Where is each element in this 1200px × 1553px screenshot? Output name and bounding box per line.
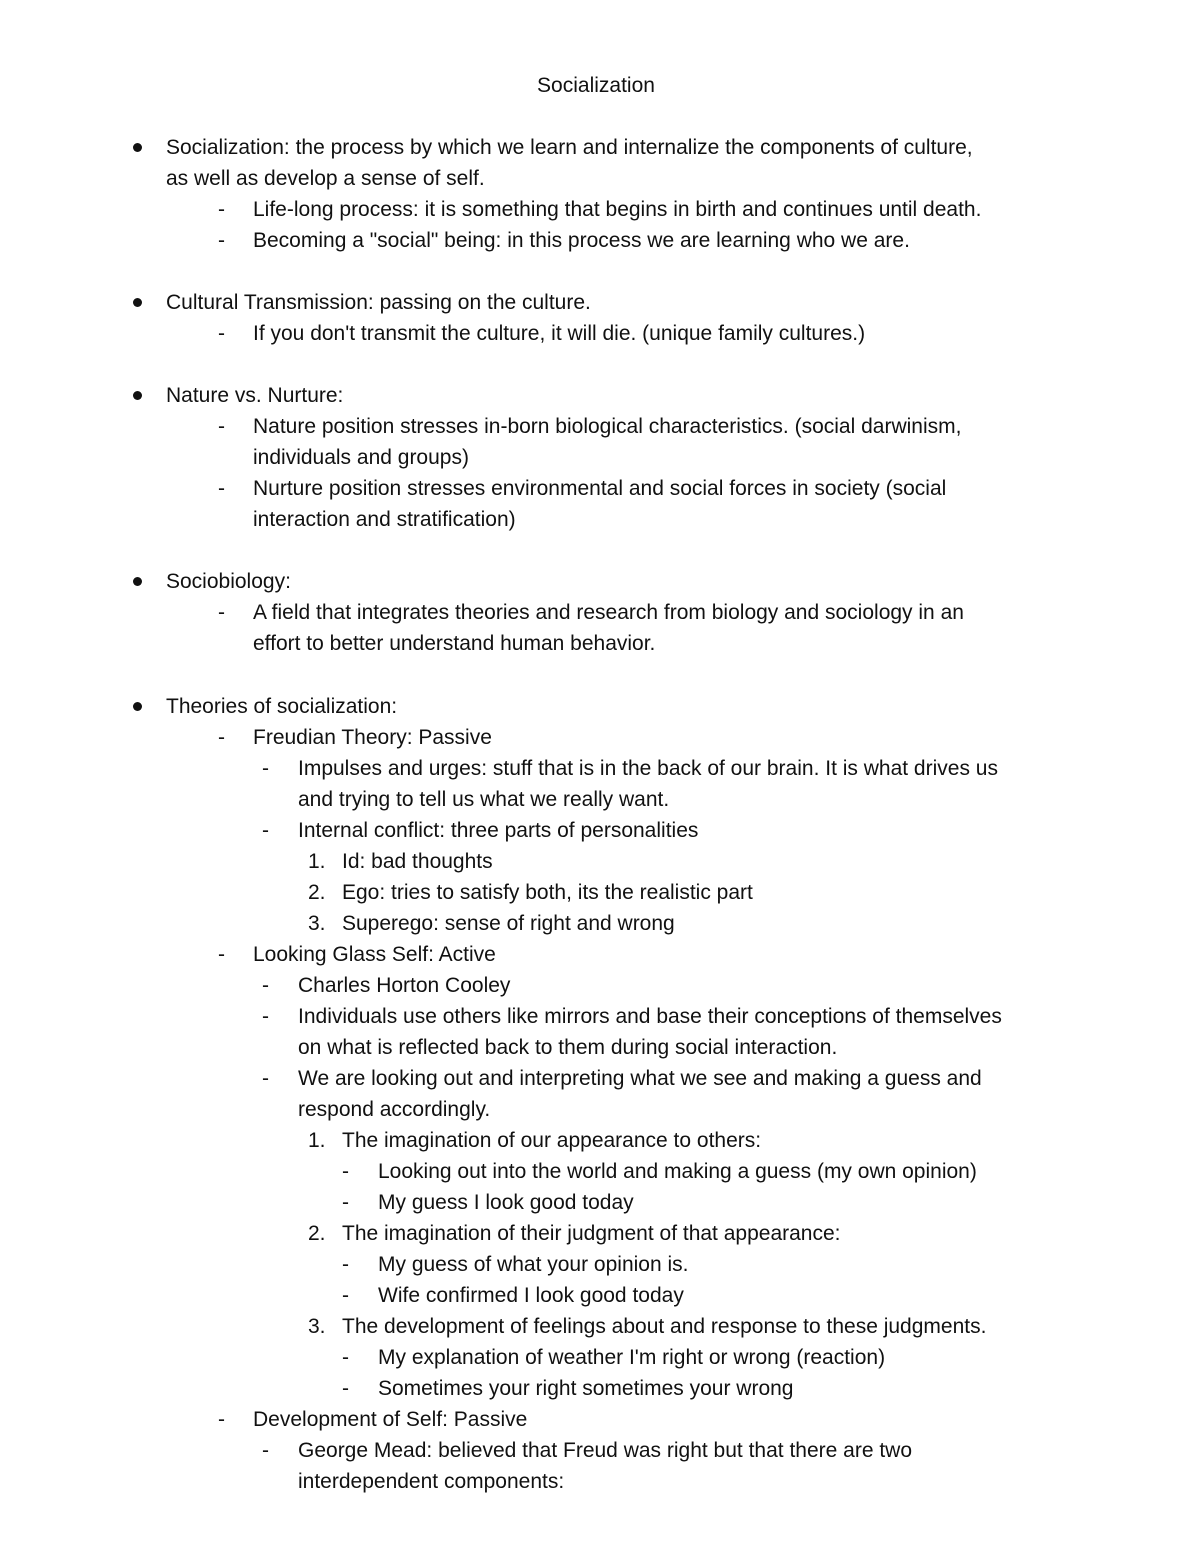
dash-marker: - bbox=[262, 819, 269, 842]
dash-marker: - bbox=[218, 415, 225, 438]
list-item-continuation: interaction and stratification) bbox=[253, 508, 516, 531]
list-item: Charles Horton Cooley bbox=[298, 974, 511, 997]
list-number: 2. bbox=[308, 881, 326, 904]
dash-marker: - bbox=[218, 943, 225, 966]
dash-marker: - bbox=[218, 322, 225, 345]
section-heading: Sociobiology: bbox=[166, 570, 291, 593]
section-heading: Nature vs. Nurture: bbox=[166, 384, 344, 407]
list-item: Internal conflict: three parts of personalities bbox=[298, 819, 699, 842]
list-item: George Mead: believed that Freud was right but that there are two bbox=[298, 1439, 913, 1462]
list-number: 3. bbox=[308, 1315, 326, 1338]
bullet-icon bbox=[133, 143, 142, 152]
list-item-continuation: individuals and groups) bbox=[253, 446, 469, 469]
dash-marker: - bbox=[342, 1253, 349, 1276]
dash-marker: - bbox=[262, 974, 269, 997]
dash-marker: - bbox=[218, 198, 225, 221]
sub-item: My guess of what your opinion is. bbox=[378, 1253, 689, 1276]
numbered-item: Ego: tries to satisfy both, its the realistic part bbox=[342, 881, 753, 904]
dash-marker: - bbox=[218, 1408, 225, 1431]
section-heading: Theories of socialization: bbox=[166, 695, 398, 718]
sub-item: Wife confirmed I look good today bbox=[378, 1284, 684, 1307]
list-item-continuation: on what is reflected back to them during social interaction. bbox=[298, 1036, 838, 1059]
dash-marker: - bbox=[218, 601, 225, 624]
dash-marker: - bbox=[342, 1346, 349, 1369]
list-item: If you don't transmit the culture, it will die. (unique family cultures.) bbox=[253, 322, 866, 345]
dash-marker: - bbox=[342, 1191, 349, 1214]
list-item: Becoming a "social" being: in this process we are learning who we are. bbox=[253, 229, 910, 252]
bullet-icon bbox=[133, 702, 142, 711]
dash-marker: - bbox=[218, 229, 225, 252]
numbered-item: The imagination of their judgment of that appearance: bbox=[342, 1222, 841, 1245]
dash-marker: - bbox=[218, 477, 225, 500]
list-number: 3. bbox=[308, 912, 326, 935]
dash-marker: - bbox=[262, 1067, 269, 1090]
numbered-item: The imagination of our appearance to others: bbox=[342, 1129, 762, 1152]
theory-heading: Freudian Theory: Passive bbox=[253, 726, 492, 749]
numbered-item: Id: bad thoughts bbox=[342, 850, 493, 873]
list-item-continuation: effort to better understand human behavior. bbox=[253, 632, 656, 655]
list-number: 2. bbox=[308, 1222, 326, 1245]
dash-marker: - bbox=[342, 1160, 349, 1183]
section-heading: Cultural Transmission: passing on the culture. bbox=[166, 291, 591, 314]
list-item: A field that integrates theories and research from biology and sociology in an bbox=[253, 601, 964, 624]
dash-marker: - bbox=[342, 1284, 349, 1307]
list-item: Life-long process: it is something that begins in birth and continues until death. bbox=[253, 198, 982, 221]
list-item: Impulses and urges: stuff that is in the back of our brain. It is what drives us bbox=[298, 757, 998, 780]
list-number: 1. bbox=[308, 850, 326, 873]
list-item: Individuals use others like mirrors and base their conceptions of themselves bbox=[298, 1005, 1002, 1028]
list-item: Nurture position stresses environmental and social forces in society (social bbox=[253, 477, 947, 500]
sub-item: My guess I look good today bbox=[378, 1191, 634, 1214]
theory-heading: Development of Self: Passive bbox=[253, 1408, 528, 1431]
dash-marker: - bbox=[218, 726, 225, 749]
section-heading-continuation: as well as develop a sense of self. bbox=[166, 167, 485, 190]
bullet-icon bbox=[133, 577, 142, 586]
theory-heading: Looking Glass Self: Active bbox=[253, 943, 496, 966]
list-item-continuation: interdependent components: bbox=[298, 1470, 565, 1493]
sub-item: Looking out into the world and making a guess (my own opinion) bbox=[378, 1160, 977, 1183]
list-item: We are looking out and interpreting what we see and making a guess and bbox=[298, 1067, 982, 1090]
list-item-continuation: respond accordingly. bbox=[298, 1098, 491, 1121]
list-item-continuation: and trying to tell us what we really want. bbox=[298, 788, 670, 811]
numbered-item: The development of feelings about and response to these judgments. bbox=[342, 1315, 987, 1338]
dash-marker: - bbox=[342, 1377, 349, 1400]
sub-item: My explanation of weather I'm right or wrong (reaction) bbox=[378, 1346, 886, 1369]
list-number: 1. bbox=[308, 1129, 326, 1152]
bullet-icon bbox=[133, 391, 142, 400]
dash-marker: - bbox=[262, 757, 269, 780]
numbered-item: Superego: sense of right and wrong bbox=[342, 912, 675, 935]
bullet-icon bbox=[133, 298, 142, 307]
list-item: Nature position stresses in-born biological characteristics. (social darwinism, bbox=[253, 415, 962, 438]
sub-item: Sometimes your right sometimes your wrong bbox=[378, 1377, 794, 1400]
dash-marker: - bbox=[262, 1439, 269, 1462]
dash-marker: - bbox=[262, 1005, 269, 1028]
section-heading: Socialization: the process by which we learn and internalize the components of culture, bbox=[166, 136, 973, 159]
page-title: Socialization bbox=[537, 74, 655, 97]
